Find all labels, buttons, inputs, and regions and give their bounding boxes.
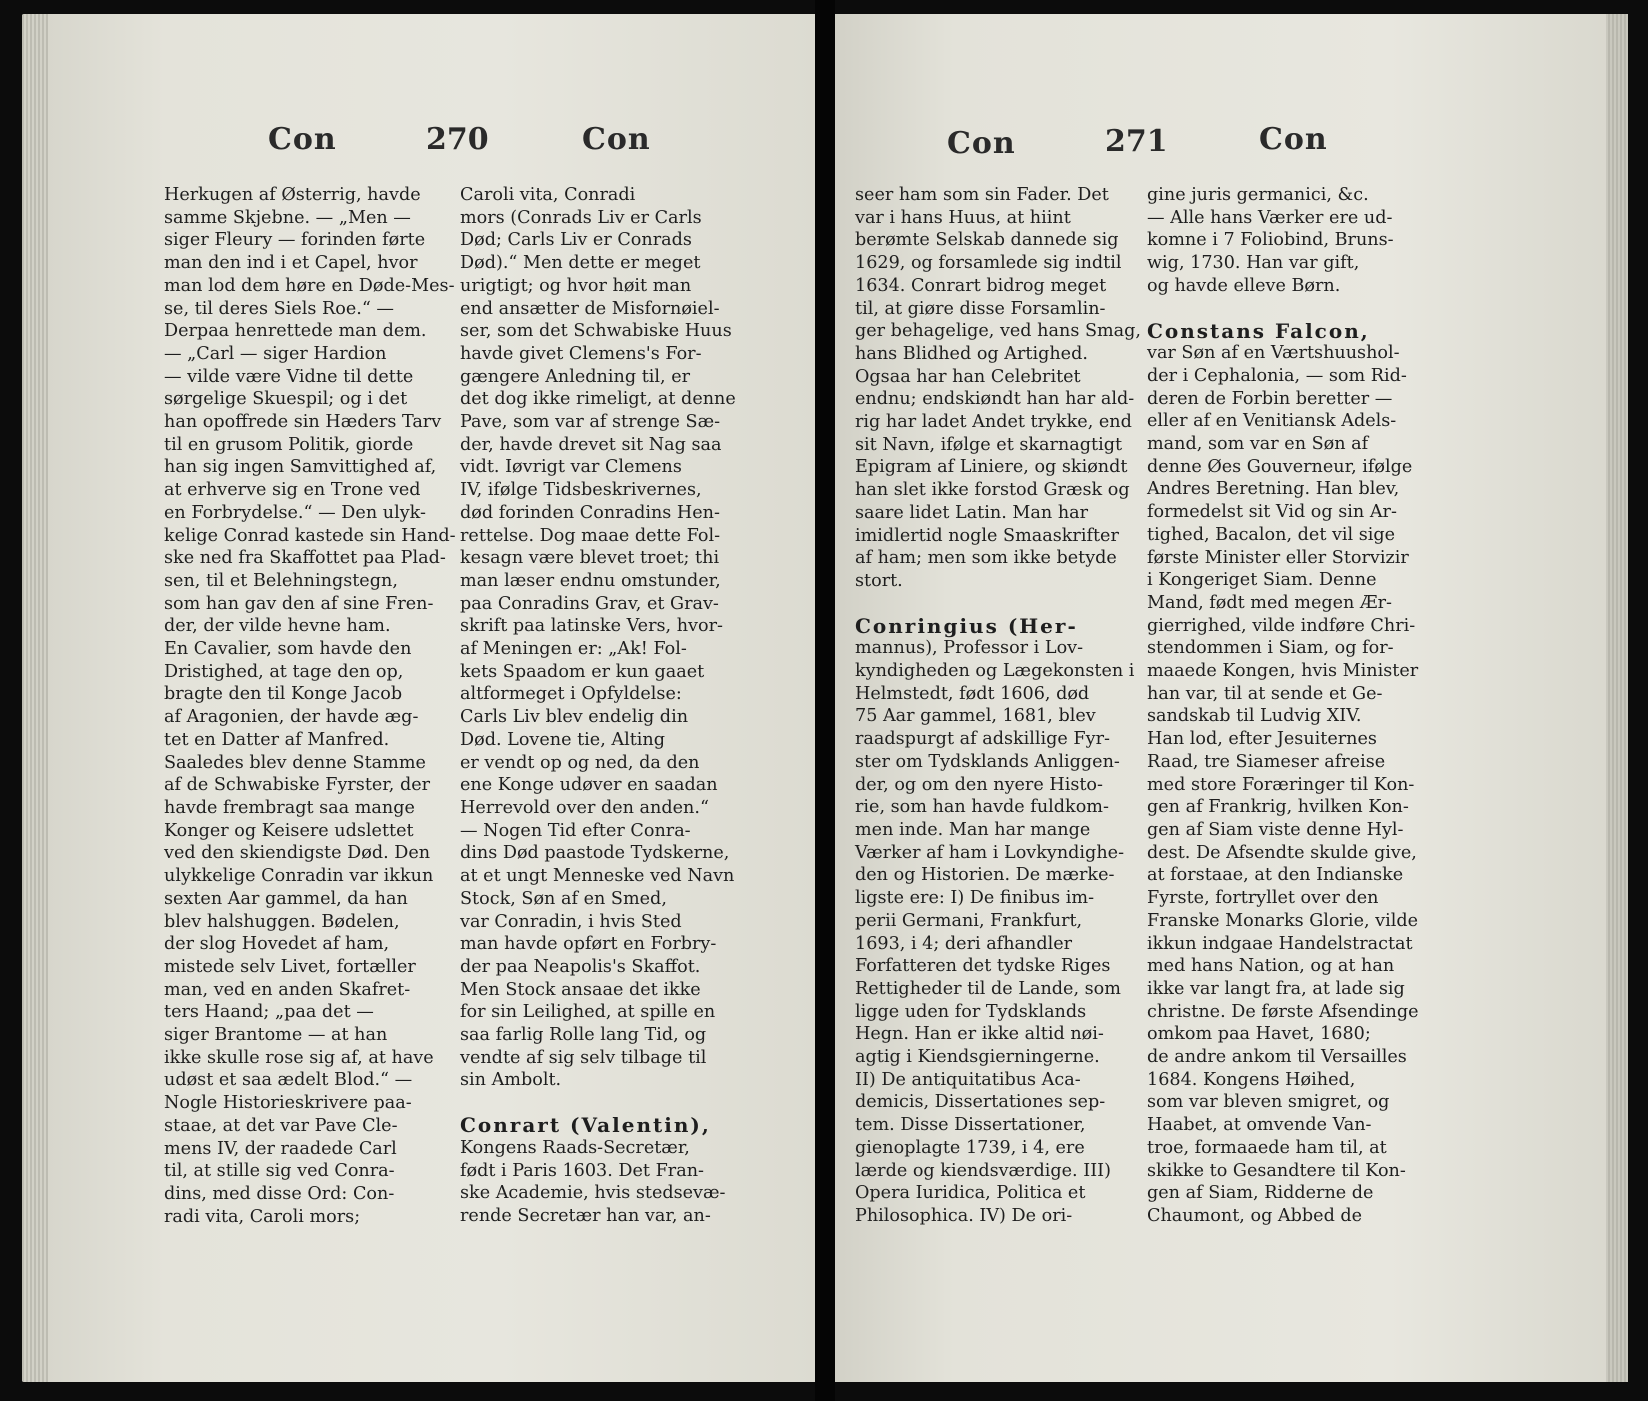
text-line: han var, til at sende et Ge- — [1147, 683, 1383, 704]
text-line: eller af en Venitiansk Adels- — [1147, 411, 1397, 432]
right-header-headword-left: Con — [947, 126, 1016, 161]
text-line: ikke var langt fra, at lade sig — [1147, 978, 1405, 999]
text-line: gen af Siam viste denne Hyl- — [1147, 819, 1404, 840]
text-line: 75 Aar gammel, 1681, blev — [855, 706, 1096, 727]
text-line: man havde opført en Forbry- — [460, 934, 717, 955]
text-line: Stock, Søn af en Smed, — [460, 888, 667, 909]
text-line: wig, 1730. Han var gift, — [1147, 253, 1360, 274]
text-line: hans Blidhed og Artighed. — [855, 343, 1088, 364]
text-line: tet en Datter af Manfred. — [164, 729, 390, 750]
text-line: for sin Leilighed, at spille en — [460, 1002, 716, 1023]
text-line: kyndigheden og Lægekonsten i — [855, 661, 1135, 682]
text-line: man, ved en anden Skafret- — [164, 979, 411, 1000]
text-line: Carls Liv blev endelig din — [460, 707, 689, 728]
entry-headword: Conringius (Her- — [855, 613, 1078, 638]
text-line: troe, formaaede ham til, at — [1147, 1137, 1387, 1158]
text-line: er vendt op og ned, da den — [460, 752, 700, 773]
text-line: mistede selv Livet, fortæller — [164, 956, 416, 977]
text-line: at forstaae, at den Indianske — [1147, 865, 1404, 886]
text-line: saa farlig Rolle lang Tid, og — [460, 1025, 707, 1046]
text-line: 1629, og forsamlede sig indtil — [855, 253, 1122, 274]
text-line: — „Carl — siger Hardion — [164, 343, 387, 364]
text-line: tighed, Bacalon, det vil sige — [1147, 524, 1396, 545]
text-line: af de Schwabiske Fyrster, der — [164, 775, 431, 796]
text-line: men inde. Man har mange — [855, 819, 1091, 840]
text-line: Konger og Keisere udslettet — [164, 820, 414, 841]
text-line: mens IV, der raadede Carl — [164, 1138, 397, 1159]
text-line: altformeget i Opfyldelse: — [460, 684, 682, 705]
text-line: der, og om den nyere Histo- — [855, 774, 1103, 795]
text-line: dins Død paastode Tydskerne, — [460, 843, 730, 864]
text-line: blev halshuggen. Bødelen, — [164, 911, 400, 932]
text-line: II) De antiquitatibus Aca- — [855, 1069, 1081, 1090]
text-line: ikke skulle rose sig af, at have — [164, 1047, 434, 1068]
text-line: siger Brantome — at han — [164, 1025, 388, 1046]
right-page-header — [835, 122, 1628, 172]
text-line: man lod dem høre en Døde-Mes- — [164, 275, 455, 296]
text-line: mannus), Professor i Lov- — [855, 638, 1084, 659]
text-line: kelige Conrad kastede sin Hand- — [164, 525, 456, 546]
text-line: IV, ifølge Tidsbeskrivernes, — [460, 480, 702, 501]
text-line: formedelst sit Vid og sin Ar- — [1147, 502, 1397, 523]
text-line: man den ind i et Capel, hvor — [164, 253, 418, 274]
left-header-headword-left: Con — [268, 122, 337, 157]
text-line: ene Konge udøver en saadan — [460, 775, 718, 796]
text-line: sandskab til Ludvig XIV. — [1147, 706, 1362, 727]
text-line: stort. — [855, 570, 903, 591]
text-line: Franske Monarks Glorie, vilde — [1147, 910, 1419, 931]
text-line: vendte af sig selv tilbage til — [460, 1047, 707, 1068]
text-line: sit Navn, ifølge et skarnagtigt — [855, 434, 1123, 455]
text-line: sørgelige Skuespil; og i det — [164, 389, 408, 410]
text-line: med hans Nation, og at han — [1147, 956, 1395, 977]
text-line: Hegn. Han er ikke altid nøi- — [855, 1024, 1104, 1045]
text-line: at erhverve sig en Trone ved — [164, 480, 421, 501]
text-line: deren de Forbin beretter — — [1147, 388, 1393, 409]
text-line: havde givet Clemens's For- — [460, 343, 702, 364]
right-page-number: 271 — [1105, 124, 1168, 159]
text-line: bragte den til Konge Jacob — [164, 684, 403, 705]
text-line: ser, som det Schwabiske Huus — [460, 321, 732, 342]
text-line: som han gav den af sine Fren- — [164, 593, 434, 614]
text-line: demicis, Dissertationes sep- — [855, 1092, 1106, 1113]
text-line: udøst et saa ædelt Blod.“ — — [164, 1070, 413, 1091]
text-line: der paa Neapolis's Skaffot. — [460, 956, 701, 977]
text-line: han slet ikke forstod Græsk og — [855, 480, 1130, 501]
text-line: Helmstedt, født 1606, død — [855, 683, 1090, 704]
text-line: Ogsaa har han Celebritet — [855, 366, 1081, 387]
text-line: ved den skiendigste Død. Den — [164, 843, 431, 864]
text-line: man læser endnu omstunder, — [460, 570, 721, 591]
text-line: perii Germani, Frankfurt, — [855, 910, 1083, 931]
text-line: Mand, født med megen Ær- — [1147, 592, 1392, 613]
left-page-number: 270 — [426, 122, 489, 157]
text-line: ligste ere: I) De finibus im- — [855, 888, 1095, 909]
text-line: Chaumont, og Abbed de — [1147, 1205, 1363, 1226]
text-line: 1634. Conrart bidrog meget — [855, 275, 1107, 296]
text-line: ger behagelige, ved hans Smag, — [855, 321, 1142, 342]
text-line: endnu; endskiøndt han har ald- — [855, 389, 1135, 410]
text-line: Værker af ham i Lovkyndighe- — [855, 842, 1125, 863]
text-line: mand, som var en Søn af — [1147, 434, 1369, 455]
text-line: til en grusom Politik, giorde — [164, 434, 414, 455]
text-line: gængere Anledning til, er — [460, 366, 691, 387]
left-page — [22, 14, 815, 1382]
entry-spacer — [855, 593, 1147, 615]
text-line: mors (Conrads Liv er Carls — [460, 207, 702, 228]
text-line: med store Foræringer til Kon- — [1147, 774, 1415, 795]
text-line: sin Ambolt. — [460, 1070, 562, 1091]
text-line: rettelse. Dog maae dette Fol- — [460, 525, 721, 546]
text-line: og havde elleve Børn. — [1147, 275, 1341, 296]
text-line: var i hans Huus, at hiint — [855, 207, 1071, 228]
text-line: dest. De Afsendte skulde give, — [1147, 842, 1417, 863]
text-line: paa Conradins Grav, et Grav- — [460, 593, 719, 614]
text-line: kesagn være blevet troet; thi — [460, 548, 720, 569]
text-line: gienoplagte 1739, i 4, ere — [855, 1137, 1085, 1158]
book-gutter — [815, 0, 835, 1401]
text-line: Nogle Historieskrivere paa- — [164, 1093, 412, 1114]
text-line: stendommen i Siam, og for- — [1147, 638, 1394, 659]
text-line: han opoffrede sin Hæders Tarv — [164, 412, 442, 433]
right-page-column-1 — [855, 184, 1147, 1228]
entry-spacer — [460, 1092, 760, 1114]
text-line: gine juris germanici, &c. — [1147, 185, 1369, 205]
text-line: maaede Kongen, hvis Minister — [1147, 661, 1419, 682]
text-line: gen af Frankrig, hvilken Kon- — [1147, 797, 1409, 818]
text-line: Død).“ Men dette er meget — [460, 253, 701, 274]
text-line: Han lod, efter Jesuiternes — [1147, 729, 1377, 750]
text-line: der, havde drevet sit Nag saa — [460, 434, 722, 455]
text-line: i Kongeriget Siam. Denne — [1147, 570, 1377, 591]
text-line: af Meningen er: „Ak! Fol- — [460, 639, 687, 660]
text-line: dins, med disse Ord: Con- — [164, 1183, 395, 1204]
text-line: skikke to Gesandtere til Kon- — [1147, 1160, 1406, 1181]
text-line: siger Fleury — forinden førte — [164, 230, 426, 251]
text-line: rig har ladet Andet trykke, end — [855, 412, 1132, 433]
text-line: ster om Tydsklands Anliggen- — [855, 751, 1120, 772]
text-line: sen, til et Belehningstegn, — [164, 570, 398, 591]
text-line: ikkun indgaae Handelstractat — [1147, 933, 1413, 954]
text-line: af Aragonien, der havde æg- — [164, 707, 419, 728]
text-line: Død. Lovene tie, Alting — [460, 729, 666, 750]
text-line: det dog ikke rimeligt, at denne — [460, 389, 736, 410]
text-line: Herrevold over den anden.“ — [460, 797, 709, 818]
text-line: første Minister eller Storvizir — [1147, 547, 1409, 568]
text-line: Caroli vita, Conradi — [460, 185, 636, 205]
text-line: Rettigheder til de Lande, som — [855, 978, 1121, 999]
text-line: Herkugen af Østerrig, havde — [164, 185, 421, 205]
text-line: radi vita, Caroli mors; — [164, 1206, 361, 1227]
text-line: Philosophica. IV) De ori- — [855, 1205, 1073, 1226]
text-line: 1693, i 4; deri afhandler — [855, 933, 1073, 954]
entry-headword: Constans Falcon, — [1147, 318, 1370, 343]
text-line: ters Haand; „paa det — — [164, 1002, 374, 1023]
text-line: den og Historien. De mærke- — [855, 865, 1115, 886]
text-line: end ansætter de Misfornøiel- — [460, 298, 720, 319]
text-line: rie, som han havde fuldkom- — [855, 797, 1109, 818]
text-line: kets Spaadom er kun gaaet — [460, 661, 705, 682]
text-line: Saaledes blev denne Stamme — [164, 752, 426, 773]
text-line: raadspurgt af adskillige Fyr- — [855, 729, 1110, 750]
left-page-column-2 — [460, 184, 760, 1228]
text-line: som var bleven smigret, og — [1147, 1092, 1390, 1113]
text-line: seer ham som sin Fader. Det — [855, 185, 1109, 205]
text-line: at et ungt Menneske ved Navn — [460, 866, 735, 887]
text-line: Dristighed, at tage den op, — [164, 661, 404, 682]
text-line: tem. Disse Dissertationer, — [855, 1115, 1086, 1136]
text-line: denne Øes Gouverneur, ifølge — [1147, 456, 1413, 477]
text-line: død forinden Conradins Hen- — [460, 502, 720, 523]
text-line: rende Secretær han var, an- — [460, 1205, 711, 1226]
text-line: der slog Hovedet af ham, — [164, 934, 390, 955]
text-line: — vilde være Vidne til dette — [164, 366, 414, 387]
text-line: samme Skjebne. — „Men — — [164, 207, 411, 228]
text-line: — Nogen Tid efter Conra- — [460, 820, 691, 841]
text-line: Forfatteren det tydske Riges — [855, 956, 1111, 977]
text-line: født i Paris 1603. Det Fran- — [460, 1160, 704, 1181]
text-line: Epigram af Liniere, og skiøndt — [855, 457, 1128, 478]
text-line: ulykkelige Conradin var ikkun — [164, 866, 434, 887]
text-line: ligge uden for Tydsklands — [855, 1001, 1087, 1022]
text-line: Død; Carls Liv er Conrads — [460, 230, 692, 251]
text-line: Derpaa henrettede man dem. — [164, 321, 427, 342]
text-line: imidlertid nogle Smaaskrifter — [855, 525, 1119, 546]
text-line: 1684. Kongens Høihed, — [1147, 1069, 1356, 1090]
text-line: til, at stille sig ved Conra- — [164, 1161, 395, 1182]
text-line: der, der vilde hevne ham. — [164, 616, 391, 637]
right-page-column-2 — [1147, 184, 1447, 1228]
text-line: gen af Siam, Ridderne de — [1147, 1183, 1374, 1204]
text-line: var Søn af en Værtshuushol- — [1147, 343, 1400, 364]
text-line: Andres Beretning. Han blev, — [1147, 479, 1400, 500]
text-line: han sig ingen Samvittighed af, — [164, 457, 437, 478]
text-line: de andre ankom til Versailles — [1147, 1047, 1407, 1068]
text-line: staae, at det var Pave Cle- — [164, 1115, 398, 1136]
text-line: vidt. Iøvrigt var Clemens — [460, 457, 682, 478]
text-line: af ham; men som ikke betyde — [855, 548, 1117, 569]
right-page — [835, 14, 1628, 1382]
text-line: agtig i Kiendsgierningerne. — [855, 1047, 1100, 1068]
text-line: havde frembragt saa mange — [164, 797, 415, 818]
text-line: Fyrste, fortryllet over den — [1147, 888, 1379, 909]
text-line: sexten Aar gammel, da han — [164, 888, 408, 909]
text-line: berømte Selskab dannede sig — [855, 230, 1119, 251]
left-header-headword-right: Con — [582, 122, 651, 157]
text-line: ske Academie, hvis stedsevæ- — [460, 1183, 726, 1204]
text-line: Pave, som var af strenge Sæ- — [460, 412, 721, 433]
text-line: gierrighed, vilde indføre Chri- — [1147, 615, 1416, 636]
text-line: saare lidet Latin. Man har — [855, 502, 1089, 523]
text-line: Men Stock ansaae det ikke — [460, 979, 701, 1000]
text-line: der i Cephalonia, — som Rid- — [1147, 365, 1407, 386]
text-line: ske ned fra Skaffottet paa Plad- — [164, 548, 446, 569]
text-line: omkom paa Havet, 1680; — [1147, 1024, 1371, 1045]
text-line: skrift paa latinske Vers, hvor- — [460, 616, 723, 637]
text-line: Haabet, at omvende Van- — [1147, 1115, 1372, 1136]
text-line: lærde og kiendsværdige. III) — [855, 1160, 1111, 1181]
text-line: en Forbrydelse.“ — Den ulyk- — [164, 502, 426, 523]
left-page-column-1 — [164, 184, 454, 1228]
text-line: urigtigt; og hvor høit man — [460, 275, 692, 296]
entry-headword: Conrart (Valentin), — [460, 1113, 711, 1138]
text-line: komne i 7 Foliobind, Bruns- — [1147, 230, 1394, 251]
text-line: Opera Iuridica, Politica et — [855, 1183, 1086, 1204]
text-line: — Alle hans Værker ere ud- — [1147, 207, 1393, 228]
text-line: Kongens Raads-Secretær, — [460, 1137, 690, 1158]
left-page-header — [22, 122, 815, 172]
text-line: var Conradin, i hvis Sted — [460, 911, 682, 932]
text-line: christne. De første Afsendinge — [1147, 1001, 1419, 1022]
text-line: se, til deres Siels Roe.“ — — [164, 298, 395, 319]
entry-spacer — [1147, 298, 1447, 320]
right-header-headword-right: Con — [1259, 122, 1328, 157]
text-line: En Cavalier, som havde den — [164, 639, 412, 660]
text-line: til, at giøre disse Forsamlin- — [855, 298, 1106, 319]
text-line: Raad, tre Siameser afreise — [1147, 751, 1386, 772]
